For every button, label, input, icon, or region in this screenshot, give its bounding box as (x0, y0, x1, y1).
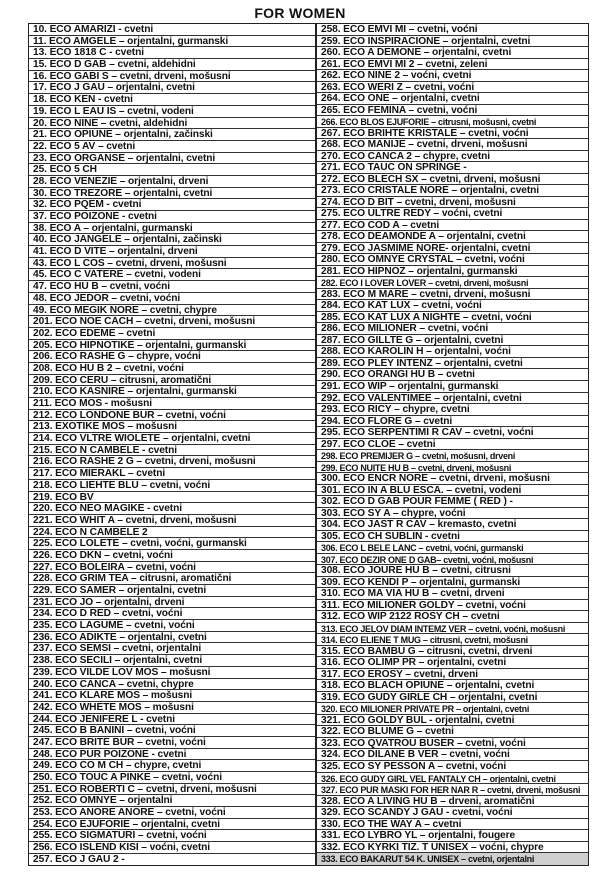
list-item: 298. ECO PREMIJER G – cvetni, mošusni, drveni (317, 450, 588, 462)
list-item: 275. ECO ULTRE REDY – voćni, cvetni (317, 208, 588, 220)
list-item: 262. ECO NINE 2 – voćni, cvetni (317, 70, 588, 82)
list-item: 320. ECO MILIONER PRIVATE PR – orjentalni, cvetni (317, 703, 588, 715)
list-item: 306. ECO L BELE LANC – cvetni, voćni, gurmanski (317, 542, 588, 554)
list-item: 20. ECO NINE – cvetni, aldehidni (29, 118, 315, 130)
list-item: 303. ECO SY A – chypre, voćni (317, 508, 588, 520)
list-item: 315. ECO BAMBU G – citrusni, cvetni, drveni (317, 646, 588, 658)
list-item: 16. ECO GABI S – cvetni, drveni, mošusni (29, 71, 315, 83)
list-item: 286. ECO MILIONER – cvetni, voćni (317, 323, 588, 335)
list-item: 287. ECO GILLTE G – orjentalni, cvetni (317, 335, 588, 347)
list-item: 215. ECO N CAMBELE - cvetni (29, 445, 315, 457)
page-title: FOR WOMEN (254, 5, 346, 21)
list-item: 295. ECO SERPENTIMI R CAV – cvetni, voćni (317, 427, 588, 439)
list-item: 314. ECO ELIENE T MUG – citrusni, cvetni, mošusni (317, 634, 588, 646)
list-item: 312. ECO WIP 2122 ROSY CH – cvetni (317, 611, 588, 623)
list-item: 206. ECO RASHE G – chypre, voćni (29, 351, 315, 363)
list-item: 281. ECO HIPNOZ – orjentalni, gurmanski (317, 266, 588, 278)
list-item: 290. ECO ORANGI HU B – cvetni (317, 369, 588, 381)
list-item: 245. ECO B BANINI – cvetni, voćni (29, 725, 315, 737)
list-item: 234. ECO D RED – cvetni, voćni (29, 608, 315, 620)
list-item: 18. ECO KEN - cvetni (29, 94, 315, 106)
list-item: 13. ECO 1818 C - cvetni (29, 47, 315, 59)
list-item: 325. ECO SY PESSON A – cvetni, voćni (317, 761, 588, 773)
list-item: 48. ECO JEDOR – cvetni, voćni (29, 293, 315, 305)
list-item: 294. ECO FLORE G – cvetni (317, 416, 588, 428)
list-item: 201. ECO NOE CACH – cvetni, drveni, mošusni (29, 316, 315, 328)
list-item: 45. ECO C VATERE – cvetni, vodeni (29, 269, 315, 281)
list-item: 267. ECO BRIHTE KRISTALE – cvetni, voćni (317, 128, 588, 140)
list-item: 213. EXOTIKE MOS – mošusni (29, 421, 315, 433)
list-item: 30. ECO TREZORE – orjentalni, cvetni (29, 188, 315, 200)
list-item: 284. ECO KAT LUX – cvetni, voćni (317, 300, 588, 312)
product-table (28, 23, 589, 866)
list-item: 322. ECO BLUME G – cvetni (317, 726, 588, 738)
list-item: 225. ECO LOLETE – cvetni, voćni, gurmanski (29, 538, 315, 550)
list-item: 328. ECO A LIVING HU B – drveni, aromatični (317, 796, 588, 808)
list-item: 277. ECO COD A – cvetni (317, 220, 588, 232)
list-item: 17. ECO J GAU – orjentalni, cvetni (29, 82, 315, 94)
list-item: 208. ECO HU B 2 – cvetni, voćni (29, 363, 315, 375)
list-item: 302. ECO D GAB POUR FEMME ( RED ) - (317, 496, 588, 508)
list-item: 224. ECO N CAMBELE 2 (29, 527, 315, 539)
list-item: 300. ECO ENCR NORE – cvetni, drveni, mošusni (317, 473, 588, 485)
list-item: 205. ECO HIPNOTIKE – orjentalni, gurmanski (29, 340, 315, 352)
list-item: 221. ECO WHIT A – cvetni, drveni, mošusni (29, 515, 315, 527)
list-item: 272. ECO BLECH SX – cvetni, drveni, mošusni (317, 174, 588, 186)
list-item: 330. ECO THE WAY A – cvetni (317, 819, 588, 831)
list-item: 217. ECO MIERAKL – cvetni (29, 468, 315, 480)
list-item: 271. ECO TAUC ON SPRINGE - (317, 162, 588, 174)
list-item: 301. ECO IN A BLU ESCA. – cvetni, vodeni (317, 485, 588, 497)
list-item: 278. ECO DEAMONDE A – orjentalni, cvetni (317, 231, 588, 243)
list-item: 283. ECO M MARE – cvetni, drveni, mošusni (317, 289, 588, 301)
list-item: 321. ECO GOLDY BUL - orjentalni, cvetni (317, 715, 588, 727)
list-item: 327. ECO PUR MASKI FOR HER NAR R – cvetni, drveni, mošusni (317, 784, 588, 796)
list-item: 212. ECO LONDONE BUR – cvetni, voćni (29, 410, 315, 422)
list-item: 324. ECO DILANE B VER – cvetni, voćni (317, 749, 588, 761)
list-item: 274. ECO D BIT – cvetni, drveni, mošusni (317, 197, 588, 209)
list-item: 307. ECO DEZIR ONE D GAB– cvetni, voćni, mošusni (317, 554, 588, 566)
list-item: 323. ECO QVATROU BUSER – cvetni, voćni (317, 738, 588, 750)
left-column (29, 24, 317, 865)
list-item: 28. ECO VENEZIE – orjentalni, drveni (29, 176, 315, 188)
list-item: 309. ECO KENDI P – orjentalni, gurmanski (317, 577, 588, 589)
list-item: 285. ECO KAT LUX A NIGHTE – cvetni, voćni (317, 312, 588, 324)
list-item: 210. ECO KASNIRE – orjentalni, gurmanski (29, 386, 315, 398)
list-item: 237. ECO SEMSI – cvetni, orjentalni (29, 643, 315, 655)
list-item: 238. ECO SECILI – orjentalni, cvetni (29, 655, 315, 667)
list-item: 226. ECO DKN – cvetni, voćni (29, 550, 315, 562)
list-item: 318. ECO BLACH OPIUNE – orjentalni, cvetni (317, 680, 588, 692)
list-item: 264. ECO ONE – orjentalni, cvetni (317, 93, 588, 105)
list-item: 244. ECO JENIFERE L - cvetni (29, 714, 315, 726)
list-item: 41. ECO D VITE – orjentalni, drveni (29, 246, 315, 258)
list-item: 332. ECO KYRKI TIZ. T UNISEX – voćni, chypre (317, 842, 588, 854)
list-item: 293. ECO RICY – chypre, cvetni (317, 404, 588, 416)
list-item: 229. ECO SAMER – orjentalni, cvetni (29, 585, 315, 597)
list-item: 313. ECO JELOV DIAM INTEMZ VER – cvetni, voćni, mošusni (317, 623, 588, 635)
list-item: 270. ECO CANCA 2 – chypre, cvetni (317, 151, 588, 163)
list-item: 214. ECO VLTRE WIOLETE – orjentalni, cvetni (29, 433, 315, 445)
list-item: 251. ECO ROBERTI C – cvetni, drveni, mošusni (29, 784, 315, 796)
list-item: 253. ECO ANORE ANORE – cvetni, voćni (29, 807, 315, 819)
list-item: 326. ECO GUDY GIRL VEL FANTALY CH – orjentalni, cvetni (317, 773, 588, 785)
list-item: 265. ECO FEMINA – cvetni, voćni (317, 105, 588, 117)
list-item: 249. ECO CO M CH – chypre, cvetni (29, 760, 315, 772)
list-item: 241. ECO KLARE MOS – mošusni (29, 690, 315, 702)
list-item: 240. ECO CANCA – cvetni, chypre (29, 679, 315, 691)
list-item: 256. ECO ISLEND KISI – voćni, cvetni (29, 842, 315, 854)
list-item: 209. ECO CERU – citrusni, aromatični (29, 375, 315, 387)
list-item: 305. ECO CH SUBLIN - cvetni (317, 531, 588, 543)
list-item: 259. ECO INSPIRACIONE – orjentalni, cvetni (317, 36, 588, 48)
list-item: 216. ECO RASHE 2 G – cvetni, drveni, mošusni (29, 456, 315, 468)
list-item: 21. ECO OPIUNE – orjentalni, začinski (29, 129, 315, 141)
list-item: 329. ECO SCANDY J GAU - cvetni, voćni (317, 807, 588, 819)
list-item: 255. ECO SIGMATURI – cvetni, voćni (29, 830, 315, 842)
right-column (317, 24, 588, 865)
list-item: 211. ECO MOS - mošusni (29, 398, 315, 410)
list-item: 242. ECO WHETE MOS – mošusni (29, 702, 315, 714)
list-item: 333. ECO BAKARUT 54 K. UNISEX – cvetni, orjentalni (317, 853, 588, 864)
list-item: 331. ECO LYBRO YL – orjentalni, fougere (317, 830, 588, 842)
list-item: 254. ECO EJUFORIE – orjentalni, cvetni (29, 819, 315, 831)
list-item: 263. ECO WERI Z – cvetni, voćni (317, 82, 588, 94)
list-item: 220. ECO NEO MAGIKE - cvetni (29, 503, 315, 515)
list-item: 317. ECO EROSY – cvetni, drveni (317, 669, 588, 681)
list-item: 227. ECO BOLEIRA – cvetni, voćni (29, 562, 315, 574)
list-item: 291. ECO WIP – orjentalni, gurmanski (317, 381, 588, 393)
list-item: 40. ECO JANGELE – orjentalni, začinski (29, 234, 315, 246)
list-item: 43. ECO L COS – cvetni, drveni, mošusni (29, 258, 315, 270)
list-item: 32. ECO PQEM - cvetni (29, 199, 315, 211)
list-item: 279. ECO JASMIME NORE- orjentalni, cvetni (317, 243, 588, 255)
list-item: 310. ECO MA VIA HU B – cvetni, drveni (317, 588, 588, 600)
list-item: 273. ECO CRISTALE NORE – orjentalni, cvetni (317, 185, 588, 197)
list-item: 308. ECO JOURE HU B – cvetni, citrusni (317, 565, 588, 577)
list-item: 250. ECO TOUC A PINKE – cvetni, voćni (29, 772, 315, 784)
list-item: 247. ECO BRITE BUR – cvetni, voćni (29, 737, 315, 749)
list-item: 260. ECO A DEMONE – orjentalni, cvetni (317, 47, 588, 59)
list-item: 231. ECO JO – orjentalni, drveni (29, 597, 315, 609)
list-item: 49. ECO MEGIK NORE – cvetni, chypre (29, 305, 315, 317)
list-item: 25. ECO 5 CH (29, 164, 315, 176)
list-item: 261. ECO EMVI MI 2 – cvetni, zeleni (317, 59, 588, 71)
list-item: 219. ECO BV (29, 492, 315, 504)
list-item: 22. ECO 5 AV – cvetni (29, 141, 315, 153)
list-item: 218. ECO LIEHTE BLU – cvetni, voćni (29, 480, 315, 492)
list-item: 10. ECO AMARIZI - cvetni (29, 24, 315, 36)
list-item: 23. ECO ORGANSE – orjentalni, cvetni (29, 153, 315, 165)
list-item: 252. ECO OMNYE – orjentalni (29, 795, 315, 807)
list-item: 282. ECO I LOVER LOVER – cvetni, drveni, mošusni (317, 277, 588, 289)
list-item: 266. ECO BLOS EJUFORIE – citrusni, mošusni, cvetni (317, 116, 588, 128)
list-item: 19. ECO L EAU IS – cvetni, vodeni (29, 106, 315, 118)
list-item: 248. ECO PUR POIZONE - cvetni (29, 749, 315, 761)
list-item: 299. ECO NUITE HU B – cvetni, drveni, mošusni (317, 462, 588, 474)
list-item: 268. ECO MANIJE – cvetni, drveni, mošusni (317, 139, 588, 151)
list-item: 304. ECO JAST R CAV – kremasto, cvetni (317, 519, 588, 531)
list-item: 236. ECO ADIKTE – orjentalni, cvetni (29, 632, 315, 644)
list-item: 292. ECO VALENTIMEE – orjentalni, cvetni (317, 393, 588, 405)
list-item: 319. ECO GUDY GIRLE CH – orjentalni, cvetni (317, 692, 588, 704)
list-item: 38. ECO A – orjentalni, gurmanski (29, 223, 315, 235)
list-item: 257. ECO J GAU 2 - (33, 853, 125, 865)
list-item: 47. ECO HU B – cvetni, voćni (29, 281, 315, 293)
list-item: 316. ECO OLIMP PR – orjentalni, cvetni (317, 657, 588, 669)
list-item: 228. ECO GRIM TEA – citrusni, aromatični (29, 573, 315, 585)
list-item: 280. ECO OMNYE CRYSTAL – cvetni, voćni (317, 254, 588, 266)
list-item: 11. ECO AMGELE – orjentalni, gurmanski (29, 36, 315, 48)
list-item: 311. ECO MILIONER GOLDY – cvetni, voćni (317, 600, 588, 612)
list-item: 288. ECO KAROLIN H – orjentalni, voćni (317, 346, 588, 358)
list-item: 297. ECO CLOE – cvetni (317, 439, 588, 451)
list-item: 202. ECO EDEME – cvetni (29, 328, 315, 340)
list-item: 289. ECO PLEY INTENZ – orjentalni, cvetni (317, 358, 588, 370)
list-item: 258. ECO EMVI MI – cvetni, voćni (317, 24, 588, 36)
list-item: 235. ECO LAGUME – cvetni, voćni (29, 620, 315, 632)
list-item: 15. ECO D GAB – cvetni, aldehidni (29, 59, 315, 71)
list-item: 37. ECO POIZONE - cvetni (29, 211, 315, 223)
list-item: 239. ECO VILDE LOV MOS – mošusni (29, 667, 315, 679)
